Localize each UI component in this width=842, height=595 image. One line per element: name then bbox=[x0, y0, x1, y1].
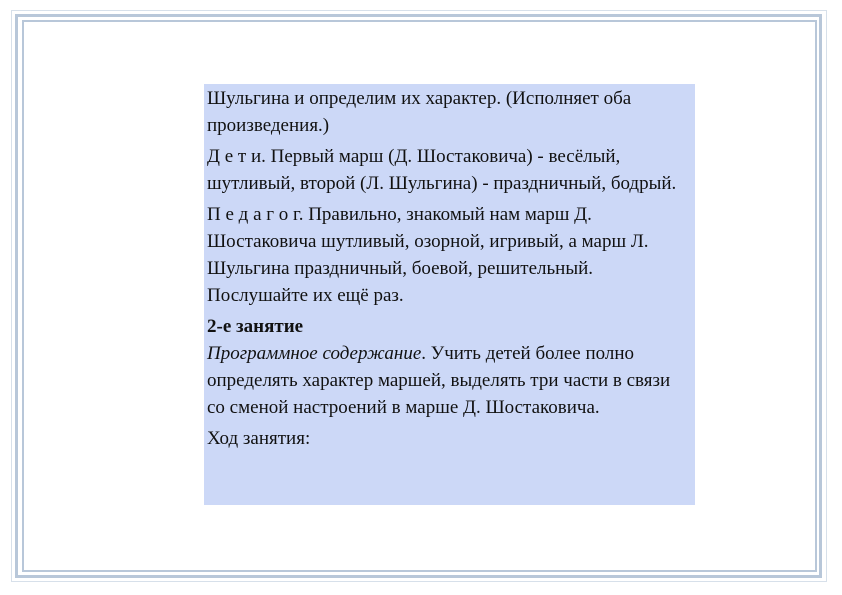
text-block bbox=[204, 84, 695, 505]
program-label: Программное содержание bbox=[207, 343, 422, 364]
program-text: . Учить детей более полно определять характер маршей, выделять три части в связи со сменой настроений в марше Д. Шостаковича. bbox=[207, 343, 671, 418]
paragraph-children: Д е т и. Первый марш (Д. Шостаковича) - весёлый, шутливый, второй (Л. Шульгина) - праздничный, бодрый. bbox=[207, 146, 677, 194]
lesson-heading: 2-е занятие bbox=[207, 316, 304, 337]
paragraph-intro: Шульгина и определим их характер. (Исполняет оба произведения.) bbox=[207, 88, 632, 136]
paragraph-teacher: П е д а г о г. Правильно, знакомый нам марш Д. Шостаковича шутливый, озорной, игривый, а марш Л. Шульгина праздничный, боевой, решительный. Послушайте их ещё раз. bbox=[207, 204, 649, 306]
course-label: Ход занятия: bbox=[207, 428, 311, 449]
paragraph-program bbox=[207, 340, 692, 421]
